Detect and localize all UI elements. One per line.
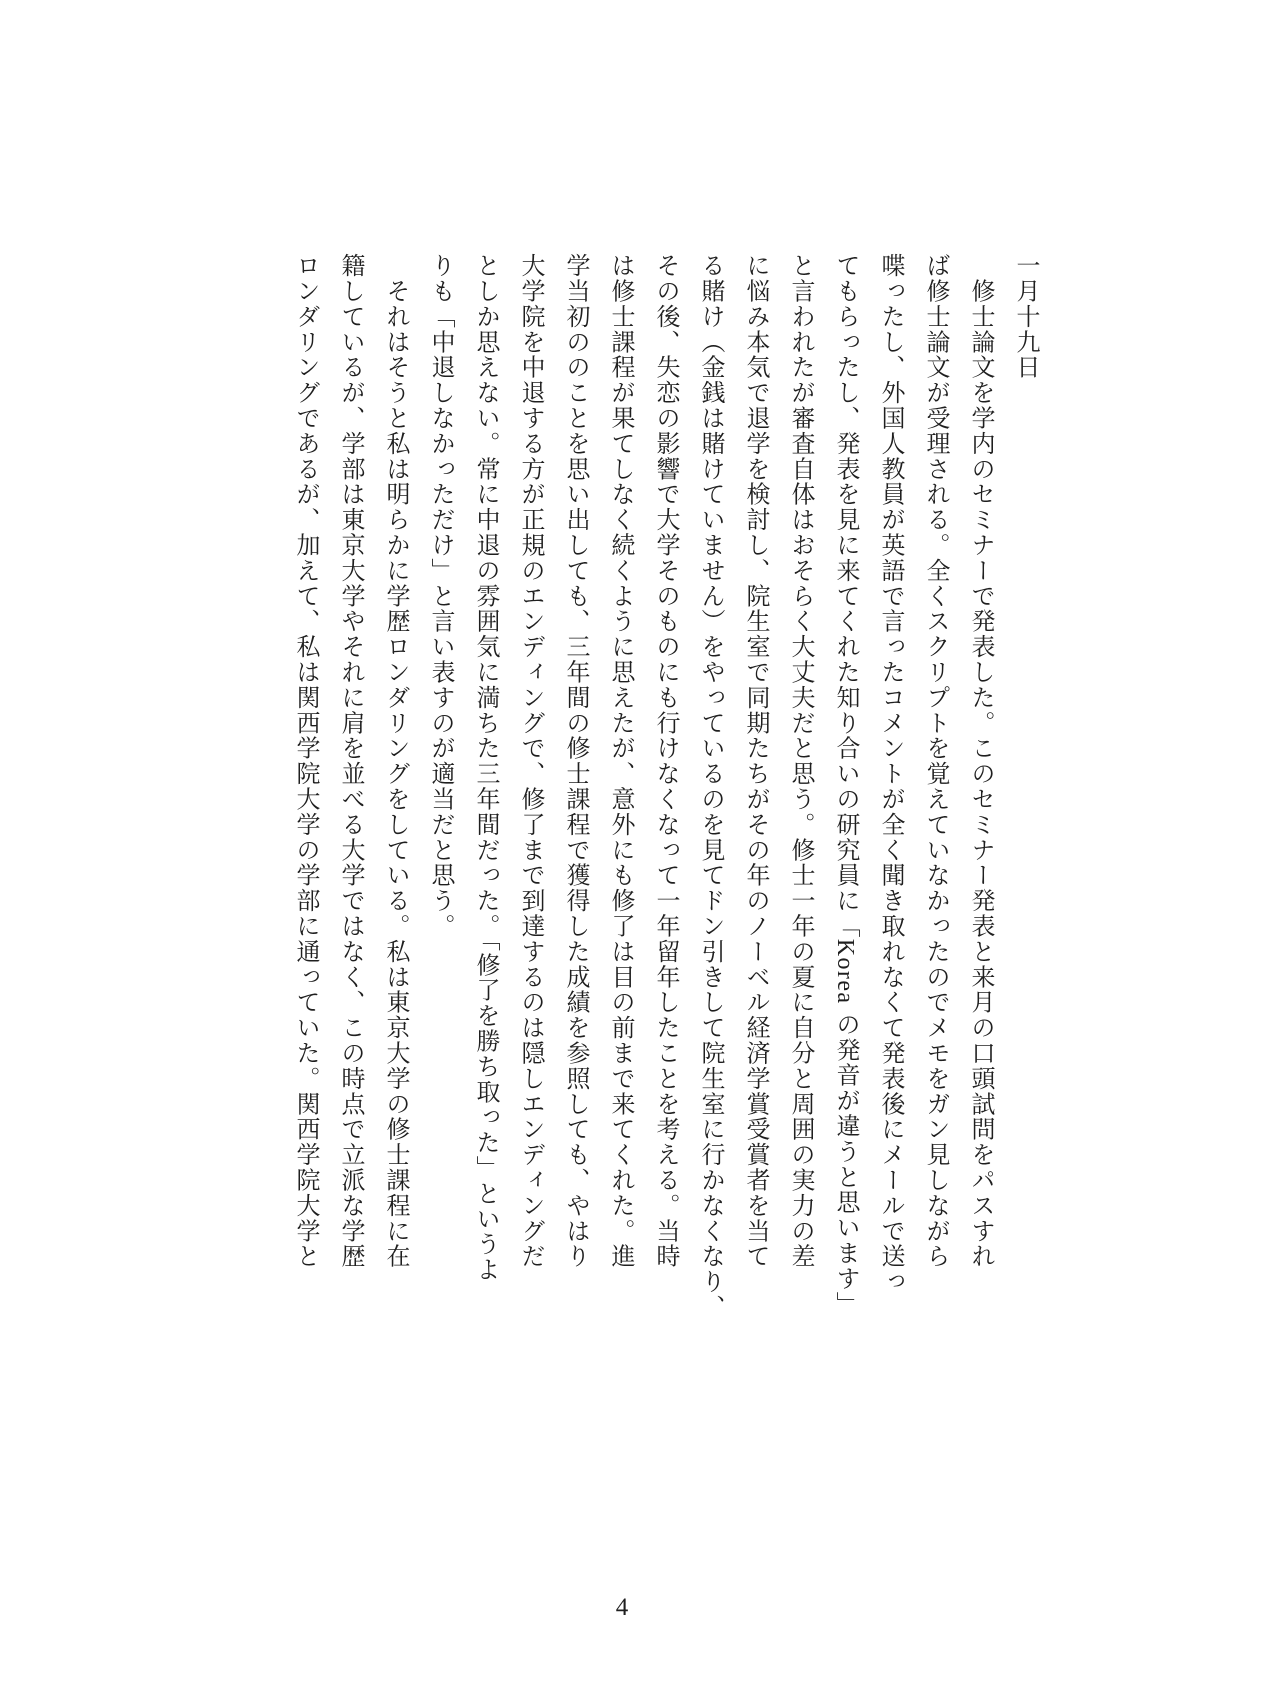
text-column: 大学院を中退する方が正規のエンディングで、修了まで到達するのは隠しエンディングだ [517, 253, 543, 1269]
text-column: ば修士論文が受理される。全くスクリプトを覚えていなかったのでメモをガン見しながら [922, 253, 948, 1269]
text-column: と言われたが審査自体はおそらく大丈夫だと思う。修士一年の夏に自分と周囲の実力の差 [787, 253, 813, 1269]
text-column: 喋ったし、外国人教員が英語で言ったコメントが全く聞き取れなくて発表後にメールで送っ [877, 253, 903, 1295]
vertical-text-block [282, 253, 1047, 1320]
text-column: に悩み本気で退学を検討し、院生室で同期たちがその年のノーベル経済学賞受賞者を当て [742, 253, 768, 1269]
text-column: としか思えない。常に中退の雰囲気に満ちた三年間だった。「修了を勝ち取った」というよ [472, 253, 498, 1283]
text-column: その後、失恋の影響で大学そのものにも行けなくなって一年留年したことを考える。当時 [652, 253, 678, 1269]
text-column: それはそうと私は明らかに学歴ロンダリングをしている。私は東京大学の修士課程に在 [382, 253, 408, 1269]
date-heading: 一月十九日 [1012, 253, 1038, 380]
text-column: 籍しているが、学部は東京大学やそれに肩を並べる大学ではなく、この時点で立派な学歴 [337, 253, 363, 1269]
page-number: 4 [615, 1594, 629, 1621]
text-column: ロンダリングであるが、加えて、私は関西学院大学の学部に通っていた。関西学院大学と [292, 253, 318, 1269]
text-column: る賭け（金銭は賭けていません）をやっているのを見てドン引きして院生室に行かなくなり、 [697, 253, 723, 1320]
text-column: てもらったし、発表を見に来てくれた知り合いの研究員に「Korea の発音が違うと思います」 [832, 253, 858, 1317]
text-column: は修士課程が果てしなく続くように思えたが、意外にも修了は目の前まで来てくれた。進 [607, 253, 633, 1269]
text-column: 学当初ののことを思い出しても、三年間の修士課程で獲得した成績を参照しても、やはり [562, 253, 588, 1269]
text-column: りも「中退しなかっただけ」と言い表すのが適当だと思う。 [427, 253, 453, 939]
text-column: 修士論文を学内のセミナーで発表した。このセミナー発表と来月の口頭試問をパスすれ [967, 253, 993, 1269]
